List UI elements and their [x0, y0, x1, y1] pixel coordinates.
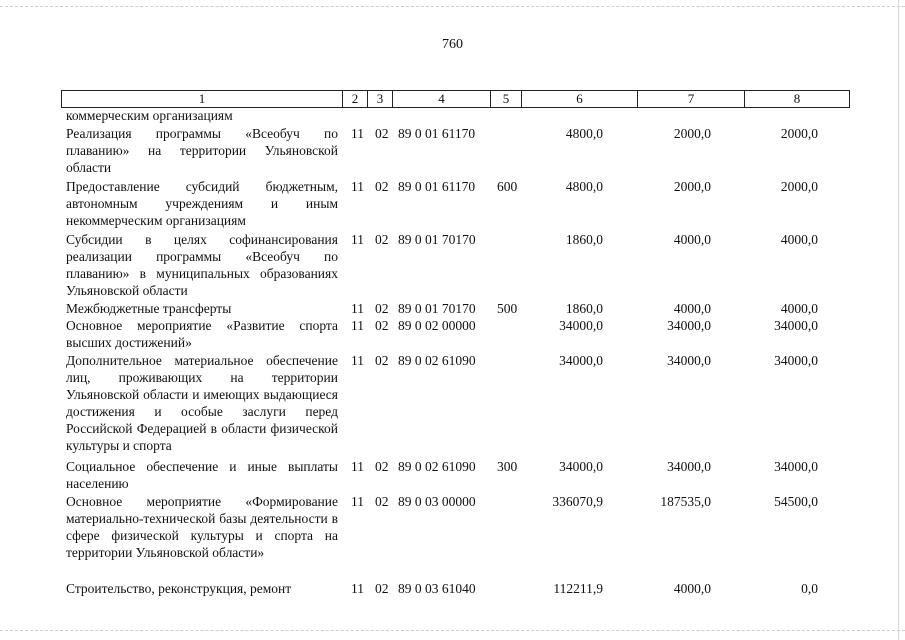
row-amount-col8: 34000,0: [774, 459, 818, 474]
row-amount-col7: 4000,0: [673, 581, 711, 596]
row-target-code: 89 0 03 00000: [398, 494, 476, 509]
row-target-code: 89 0 01 70170: [398, 301, 476, 316]
row-subsection: 02: [375, 301, 389, 316]
row-amount-col7: 4000,0: [673, 301, 711, 316]
row-description: Основное мероприятие «Развитие спорта высших достижений»: [66, 318, 338, 350]
row-amount-col6: 1860,0: [565, 232, 603, 247]
scan-edge-bottom: [0, 630, 905, 631]
row-subsection: 02: [375, 318, 389, 333]
row-description: Дополнительное материальное обеспечение лиц, проживающих на территории Ульяновской области и имеющих выдающиеся достижения и особые заслуги перед Российской Федерацией в области физической культуры и спорта: [66, 353, 338, 453]
row-target-code: 89 0 03 61040: [398, 581, 476, 596]
row-target-code: 89 0 01 70170: [398, 232, 476, 247]
row-description: Социальное обеспечение и иные выплаты населению: [66, 459, 338, 491]
row-amount-col8: 54500,0: [774, 494, 818, 509]
row-amount-col8: 34000,0: [774, 353, 818, 368]
row-description: Строительство, реконструкция, ремонт: [66, 581, 292, 596]
row-description: Субсидии в целях софинансирования реализации программы «Всеобуч по плаванию» в муниципальных образованиях Ульяновской области: [66, 232, 338, 298]
row-description: Реализация программы «Всеобуч по плаванию» на территории Ульяновской области: [66, 126, 338, 175]
row-subsection: 02: [375, 179, 389, 194]
row-target-code: 89 0 01 61170: [398, 126, 476, 141]
row-description: Межбюджетные трансферты: [66, 301, 232, 316]
row-subsection: 02: [375, 581, 389, 596]
row-amount-col7: 187535,0: [660, 494, 711, 509]
row-section: 11: [351, 126, 364, 141]
row-section: 11: [351, 581, 364, 596]
row-amount-col6: 336070,9: [552, 494, 603, 509]
row-amount-col8: 2000,0: [780, 179, 818, 194]
row-amount-col6: 4800,0: [565, 179, 603, 194]
row-amount-col6: 34000,0: [559, 353, 603, 368]
row-section: 11: [351, 318, 364, 333]
row-subsection: 02: [375, 459, 389, 474]
row-amount-col8: 4000,0: [780, 232, 818, 247]
row-description: Основное мероприятие «Формирование материально-технической базы деятельности в сфере физической культуры и спорта на территории Ульяновской области»: [66, 494, 338, 560]
scan-edge-top: [0, 6, 905, 7]
row-amount-col6: 34000,0: [559, 318, 603, 333]
row-amount-col7: 4000,0: [673, 232, 711, 247]
row-subsection: 02: [375, 126, 389, 141]
header-col-5: 5: [491, 91, 522, 107]
row-expense-type: 500: [497, 301, 518, 316]
row-amount-col7: 34000,0: [667, 353, 711, 368]
row-target-code: 89 0 02 61090: [398, 459, 476, 474]
header-col-2: 2: [343, 91, 368, 107]
header-col-3: 3: [368, 91, 393, 107]
row-section: 11: [351, 353, 364, 368]
row-target-code: 89 0 01 61170: [398, 179, 476, 194]
row-amount-col7: 34000,0: [667, 318, 711, 333]
header-col-1: 1: [62, 91, 343, 107]
row-section: 11: [351, 301, 364, 316]
header-col-8: 8: [793, 91, 801, 106]
header-col-6: 6: [522, 91, 638, 107]
row-target-code: 89 0 02 00000: [398, 318, 476, 333]
row-amount-col8: 4000,0: [780, 301, 818, 316]
row-section: 11: [351, 232, 364, 247]
row-amount-col8: 0,0: [801, 581, 818, 596]
row-section: 11: [351, 179, 364, 194]
row-description: коммерческим организациям: [66, 108, 233, 123]
row-subsection: 02: [375, 353, 389, 368]
row-description: Предоставление субсидий бюджетным, автономным учреждениям и иным некоммерческим организациям: [66, 179, 338, 228]
scan-edge-right: [898, 0, 899, 640]
row-amount-col8: 2000,0: [780, 126, 818, 141]
row-amount-col7: 2000,0: [673, 126, 711, 141]
row-expense-type: 300: [497, 459, 518, 474]
row-section: 11: [351, 459, 364, 474]
row-amount-col6: 1860,0: [565, 301, 603, 316]
header-col-4: 4: [393, 91, 491, 107]
row-subsection: 02: [375, 232, 389, 247]
row-amount-col8: 34000,0: [774, 318, 818, 333]
row-target-code: 89 0 02 61090: [398, 353, 476, 368]
row-amount-col7: 2000,0: [673, 179, 711, 194]
row-section: 11: [351, 494, 364, 509]
page-number: 760: [442, 37, 463, 52]
row-subsection: 02: [375, 494, 389, 509]
header-col-7: 7: [638, 91, 745, 107]
row-amount-col6: 4800,0: [565, 126, 603, 141]
table-header: [61, 90, 850, 108]
row-amount-col6: 34000,0: [559, 459, 603, 474]
row-amount-col6: 112211,9: [553, 581, 603, 596]
row-amount-col7: 34000,0: [667, 459, 711, 474]
row-expense-type: 600: [497, 179, 518, 194]
